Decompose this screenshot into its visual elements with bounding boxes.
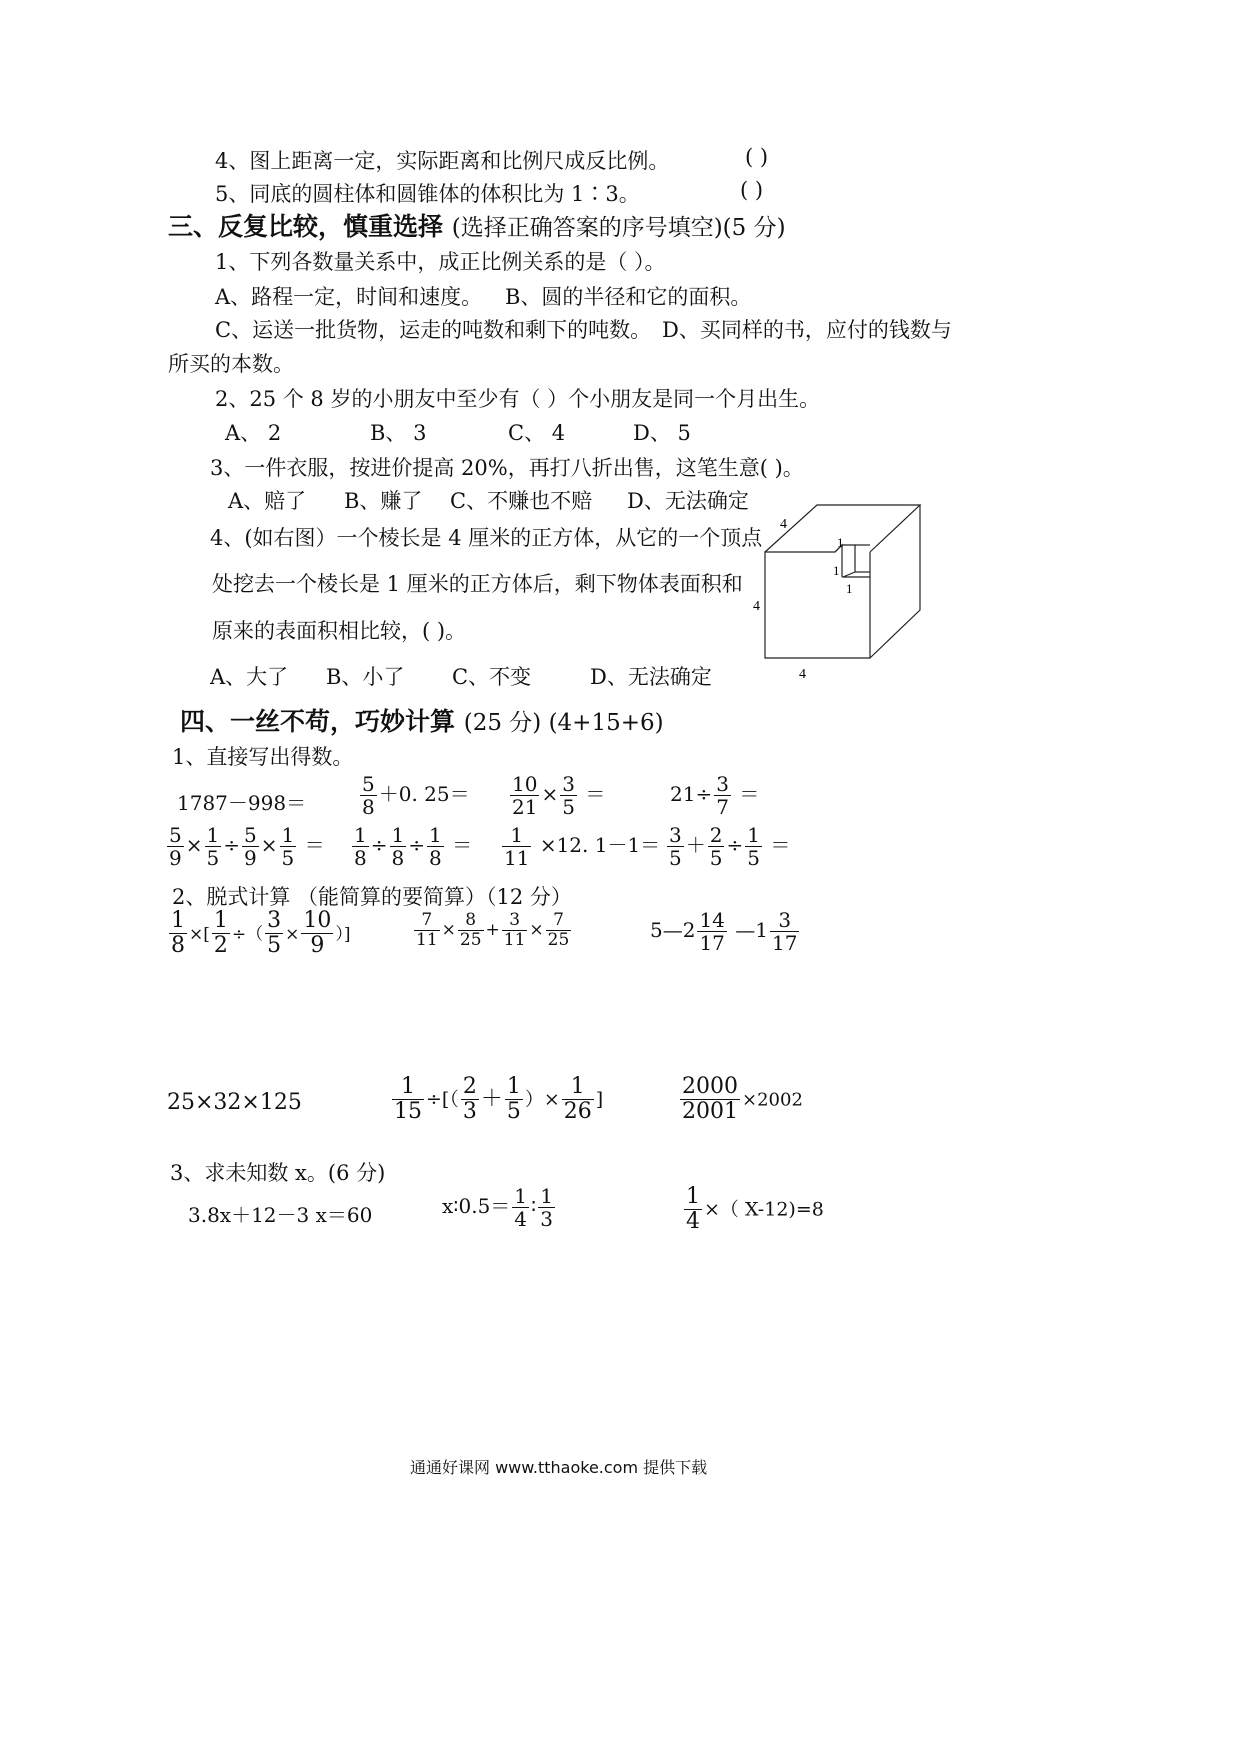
section3-heading [168,207,786,243]
q1-option-b[interactable]: B、圆的半径和它的面积。 [505,285,752,309]
q2-option-c[interactable]: C、 4 [508,421,566,445]
q3-option-d[interactable]: D、无法确定 [627,489,749,513]
cube-label-small-2: 1 [833,563,840,578]
p1-expr-8: $\frac{3}{5}$ ＋ $\frac{2}{5}$ ÷ $\frac{1}{5}$ ＝ [669,823,791,870]
footer-credit: 通通好课网 www.tthaoke.com 提供下载 [410,1458,708,1477]
section3-note: (选择正确答案的序号填空)(5 分) [451,215,786,241]
q3-option-b[interactable]: B、赚了 [344,489,423,513]
judge-item-5-bracket[interactable]: ( ) [740,178,764,202]
q3-option-c[interactable]: C、不赚也不赔 [450,489,593,513]
p1-expr-4: 21÷ $\frac{3}{7}$ ＝ [670,772,760,819]
judge-item-4-bracket[interactable]: ( ) [745,145,769,169]
q2-option-d[interactable]: D、 5 [633,421,691,445]
q1-option-d-cont: 所买的本数。 [168,352,294,376]
q1-option-c[interactable]: C、运送一批货物，运走的吨数和剩下的吨数。 [215,318,652,342]
q1-option-a[interactable]: A、路程一定，时间和速度。 [215,285,483,309]
p1-expr-6: $\frac{1}{8}$ ÷ $\frac{1}{8}$ ÷ $\frac{1}{8}$ ＝ [354,823,473,870]
p3-expr-3: $\frac{1}{4}$ ×（ X-12)=8 [686,1184,824,1234]
p1-expr-7: $\frac{1}{11}$ ×12. 1－1＝ [504,823,661,870]
section4-title: 四、一丝不苟，巧妙计算 [180,707,456,736]
q2-stem: 2、25 个 8 岁的小朋友中至少有（ ）个小朋友是同一个月出生。 [215,387,821,411]
p2-expr-3: 5—2 $\frac{14}{17}$ —1 $\frac{3}{17}$ [650,908,798,955]
p1-expr-3: $\frac{10}{21}$ × $\frac{3}{5}$ ＝ [512,772,606,819]
p1-label: 1、直接写出得数。 [172,745,354,769]
section3-title: 三、反复比较，慎重选择 [168,212,444,241]
p2-expr-6: $\frac{2000}{2001}$ ×2002 [682,1074,803,1124]
q4-option-a[interactable]: A、大了 [210,665,289,689]
cube-figure [745,500,935,690]
q3-option-a[interactable]: A、赔了 [228,489,307,513]
q4-option-d[interactable]: D、无法确定 [590,665,712,689]
p1-expr-2: $\frac{5}{8}$ ＋0. 25＝ [362,772,470,819]
q4-option-c[interactable]: C、不变 [452,665,532,689]
q2-option-a[interactable]: A、 2 [225,421,282,445]
p2-label: 2、脱式计算 （能简算的要简算）（12 分） [172,885,572,909]
p3-label: 3、求未知数 x。(6 分) [170,1161,386,1185]
p2-expr-2: $\frac{7}{11}$ × $\frac{8}{25}$ + $\frac{3}{11}$ × $\frac{7}{25}$ [416,910,570,950]
p3-expr-2: x∶0.5＝ $\frac{1}{4}$ ∶ $\frac{1}{3}$ [442,1184,553,1231]
q1-option-d[interactable]: D、买同样的书，应付的钱数与 [662,318,952,342]
cube-label-top: 4 [780,517,787,532]
q3-stem: 3、一件衣服，按进价提高 20%，再打八折出售，这笔生意( )。 [210,456,804,480]
q4-option-b[interactable]: B、小了 [326,665,405,689]
p2-expr-5: $\frac{1}{15}$ ÷[（ $\frac{2}{3}$ ＋ $\frac{1}{5}$ ）× $\frac{1}{26}$ ] [394,1074,604,1124]
p1-expr-5: $\frac{5}{9}$ × $\frac{1}{5}$ ÷ $\frac{5}{9}$ × $\frac{1}{5}$ ＝ [169,823,325,870]
cube-label-small-3: 1 [846,581,853,596]
section4-heading [180,702,664,738]
cube-label-bottom: 4 [799,667,806,682]
p1-expr-1: 1787－998＝ [177,791,307,815]
q2-option-b[interactable]: B、 3 [370,421,427,445]
q4-line-3: 原来的表面积相比较，( )。 [212,619,467,643]
q4-line-2: 处挖去一个棱长是 1 厘米的正方体后，剩下物体表面积和 [212,572,743,596]
p2-expr-1: $\frac{1}{8}$ ×[ $\frac{1}{2}$ ÷（ $\frac{3}{5}$ × $\frac{10}{9}$ ）] [171,908,351,958]
cube-label-small-1: 1 [837,535,844,550]
q4-line-1: 4、(如右图）一个棱长是 4 厘米的正方体，从它的一个顶点 [210,526,763,550]
p3-expr-1: 3.8x＋12－3 x＝60 [188,1203,373,1227]
cube-label-left: 4 [753,599,760,614]
judge-item-4: 4、图上距离一定，实际距离和比例尺成反比例。 [215,149,670,173]
judge-item-5: 5、同底的圆柱体和圆锥体的体积比为 1∶3。 [215,182,640,206]
section4-note: (25 分) (4+15+6) [463,710,664,736]
q1-stem: 1、下列各数量关系中，成正比例关系的是（ ）。 [215,250,666,274]
p2-expr-4: 25×32×125 [167,1090,302,1115]
